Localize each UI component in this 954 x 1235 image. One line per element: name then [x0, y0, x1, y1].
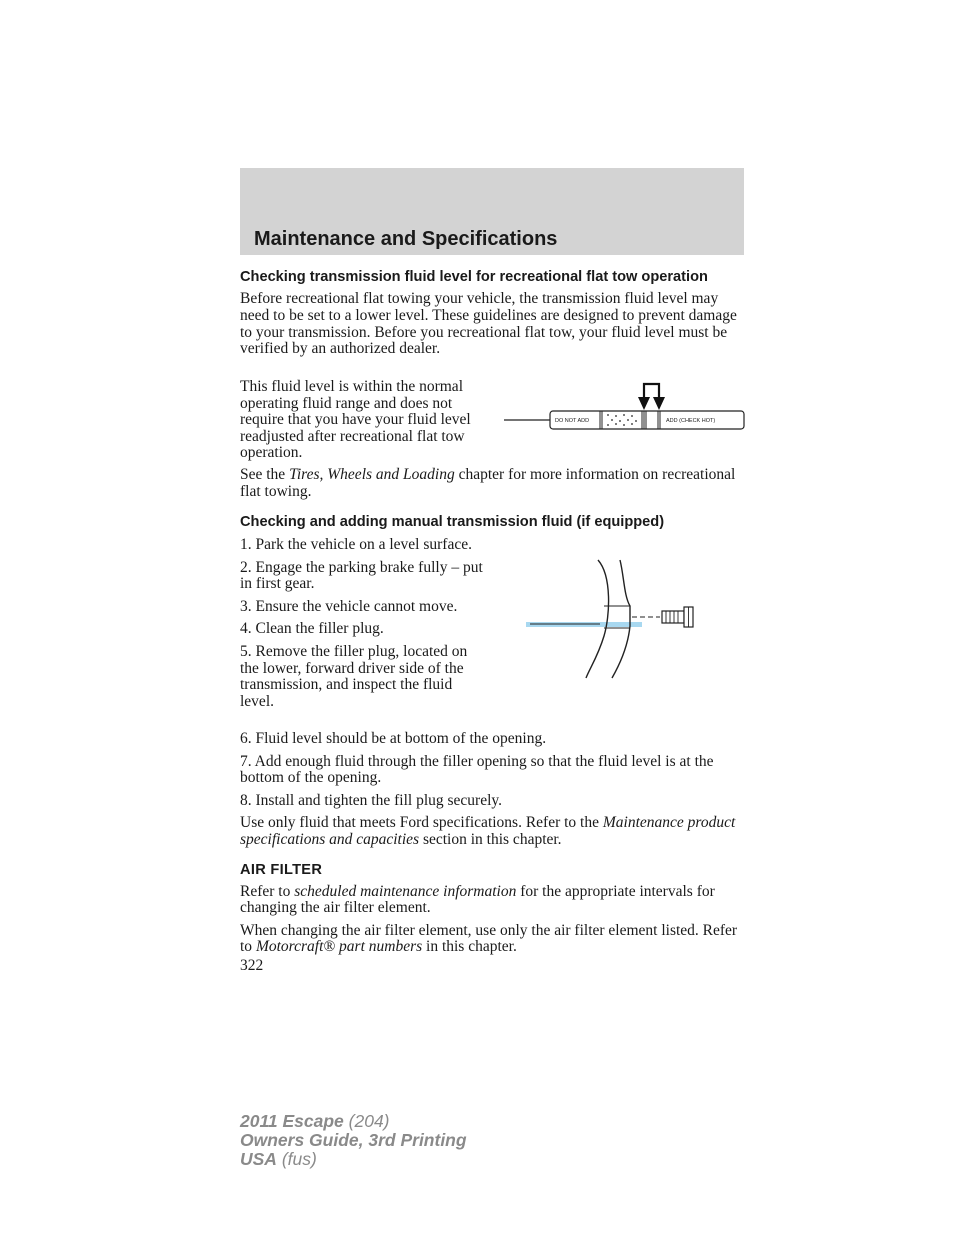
paragraph-text: This fluid level is within the normal operating fluid range and does not require that you have your fluid level readjusted after recreational flat tow operation. — [240, 378, 471, 462]
section-air-filter — [240, 862, 744, 975]
step-item: 4. Clean the filler plug. — [240, 620, 384, 638]
page-number: 322 — [240, 956, 264, 974]
section-reference: Motorcraft® part numbers — [255, 938, 423, 956]
paragraph — [240, 884, 744, 917]
chapter-reference: Tires, Wheels and Loading — [289, 466, 455, 483]
step-item: 2. Engage the parking brake fully – put in first gear. — [240, 558, 483, 593]
text: Use only fluid that meets Ford specifications. Refer to the — [240, 814, 603, 832]
text: See the — [240, 466, 290, 483]
filler-plug-illustration — [520, 556, 700, 682]
text: for the appropriate intervals for changing the air filter element. — [240, 882, 715, 917]
filler-plug-bolt-icon — [662, 607, 693, 627]
footer-line-1 — [240, 1112, 467, 1131]
step-item: 1. Park the vehicle on a level surface. — [240, 536, 472, 553]
paragraph: Before recreational flat towing your vehicle, the transmission fluid level may need to be set to a lower level. These guidelines are designed to prevent damage to your transmission. Before you recreational flat tow, your fluid level must be verified by an authorized dealer. — [240, 290, 737, 358]
step-item: 6. Fluid level should be at bottom of the opening. — [240, 730, 547, 747]
dipstick-label-add: ADD (CHECK HOT) — [666, 418, 716, 424]
arrow-down-icon — [653, 397, 665, 410]
text: When changing the air filter element, use only the air filter element listed. Refer to — [240, 921, 738, 956]
text: Refer to — [240, 882, 295, 900]
paragraph — [240, 923, 744, 956]
step-item: 7. Add enough fluid through the filler opening so that the fluid level is at the bottom of the opening. — [240, 752, 714, 787]
text: (fus) — [276, 1149, 317, 1169]
step-item: 5. Remove the filler plug, located on the lower, forward driver side of the transmission, and inspect the fluid level. — [240, 642, 468, 710]
section-transmission-flat-tow — [240, 269, 744, 358]
steps-list-part1 — [240, 537, 490, 710]
text: in this chapter. — [422, 938, 517, 956]
footer-line-2: Owners Guide, 3rd Printing — [240, 1130, 467, 1150]
section-manual-transmission — [240, 514, 744, 530]
dipstick-label-do-not-add: DO NOT ADD — [555, 418, 590, 424]
text: 2011 Escape — [240, 1111, 344, 1131]
arrow-down-icon — [638, 397, 650, 410]
text: (204) — [343, 1111, 390, 1131]
paragraph — [240, 379, 490, 462]
text: chapter for more information on recreational flat towing. — [240, 466, 736, 500]
step-item: 8. Install and tighten the fill plug securely. — [240, 791, 503, 809]
page-title: Maintenance and Specifications — [254, 228, 558, 250]
section-heading: Checking transmission fluid level for recreational flat tow operation — [240, 269, 708, 285]
section-reference: Maintenance product specifications and capacities — [240, 814, 736, 848]
steps-list-part2 — [240, 731, 744, 849]
step-item: 3. Ensure the vehicle cannot move. — [240, 597, 458, 615]
dipstick-illustration — [500, 380, 750, 430]
text: USA — [240, 1149, 277, 1169]
section-reference: scheduled maintenance information — [294, 882, 517, 900]
footer-edition — [240, 1112, 467, 1169]
header-band — [240, 168, 744, 255]
paragraph — [240, 815, 744, 848]
paragraph-see-tires — [240, 467, 744, 500]
footer-line-3 — [240, 1150, 467, 1169]
section-heading: Checking and adding manual transmission fluid (if equipped) — [240, 514, 665, 530]
section-heading: AIR FILTER — [240, 862, 323, 878]
text: section in this chapter. — [419, 830, 562, 848]
